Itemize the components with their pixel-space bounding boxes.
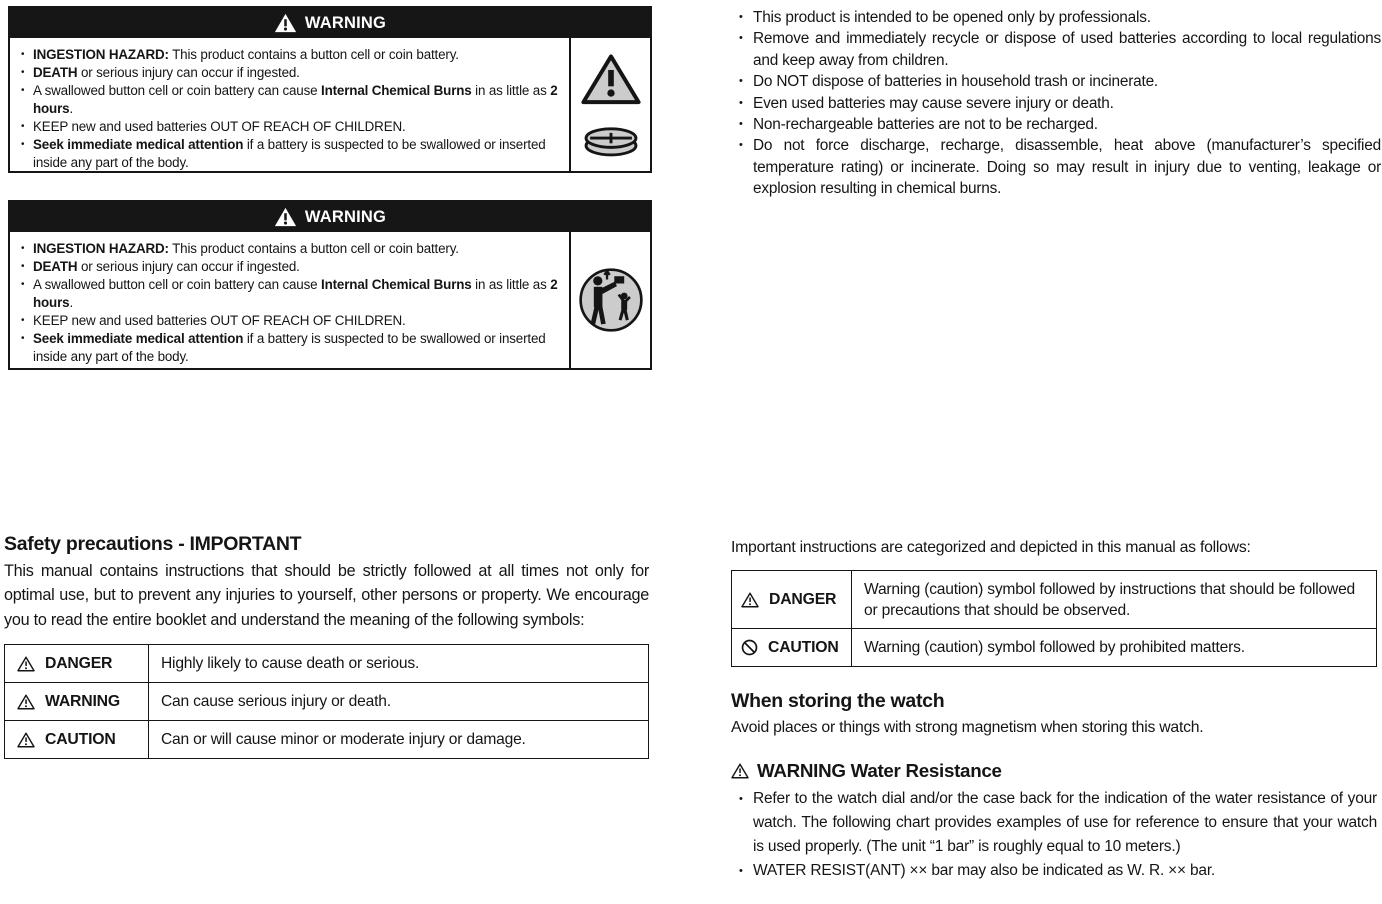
section-body: This manual contains instructions that should be strictly followed at all times not only for optimal use, but to prevent any injuries to yourself, other persons or property. We encourage you to read the entire booklet and understand the meaning of the following symbols: [4, 562, 649, 629]
warning-triangle-icon [17, 656, 35, 672]
keep-away-from-children-icon [578, 267, 644, 333]
water-heading-label: WARNING Water Resistance [757, 760, 1002, 781]
severity-label: CAUTION [45, 730, 116, 748]
hazard-triangle-icon [580, 51, 642, 107]
bullet-text: if a battery is suspected to be swallowed or inserted inside any part of the body. [33, 331, 546, 364]
table-row [732, 629, 1377, 667]
bullet-bold-text: INGESTION HAZARD: [33, 241, 169, 256]
storing-body: Avoid places or things with strong magnetism when storing this watch. [731, 719, 1204, 736]
instruction-bullet: • Non-rechargeable batteries are not to be recharged. [731, 114, 1381, 135]
battery-instructions-list [731, 7, 1381, 200]
warning-box-battery [8, 6, 652, 173]
bullet-bold-text: 2 hours [33, 83, 558, 116]
instruction-bullet: • This product is intended to be opened only by professionals. [731, 7, 1381, 28]
warning-box-header [10, 202, 650, 232]
warning-bullet-list [10, 232, 569, 368]
warning-bullet [20, 276, 561, 312]
bullet-text: or serious injury can occur if ingested. [77, 259, 300, 274]
table-row [732, 571, 1377, 629]
severity-label: CAUTION [768, 638, 839, 656]
warning-bullet [20, 240, 561, 258]
bullet-bold-text: DEATH [33, 65, 78, 80]
severity-label: DANGER [45, 654, 113, 672]
bullet-bold-text: Seek immediate medical attention [33, 331, 244, 346]
warning-triangle-icon [274, 13, 297, 33]
instruction-bullet: • Do not force discharge, recharge, disassemble, heat above (manufacturer’s specified temperature rating) or incinerate. Doing so may result in injury due to venting, leakage or explosion resulting in chemical burns. [731, 135, 1381, 199]
severity-description: Can cause serious injury or death. [149, 683, 649, 721]
warning-box-body [10, 232, 650, 368]
warning-triangle-icon [731, 763, 749, 779]
coin-battery-icon [582, 123, 640, 159]
storing-heading: When storing the watch [731, 690, 945, 712]
severity-description: Can or will cause minor or moderate injury or damage. [149, 721, 649, 759]
bullet-bold-text: Seek immediate medical attention [33, 137, 244, 152]
bullet-bold-text: 2 hours [33, 277, 558, 310]
bullet-text: This product contains a button cell or coin battery. [168, 241, 459, 256]
safety-precautions-section [4, 533, 649, 759]
warning-box-children [8, 200, 652, 370]
warning-bullet [20, 46, 561, 64]
storing-section [731, 690, 1377, 739]
bullet-text: in as little as [471, 83, 551, 98]
warning-box-body [10, 38, 650, 171]
warning-box-header [10, 8, 650, 38]
bullet-text: in as little as [471, 277, 551, 292]
bullet-text: A swallowed button cell or coin battery can cause [33, 83, 322, 98]
warning-bullet [20, 330, 561, 366]
category-description: Warning (caution) symbol followed by instructions that should be followed or precautions that should be observed. [852, 571, 1377, 629]
water-bullet: • WATER RESIST(ANT) ×× bar may also be indicated as W. R. ×× bar. [731, 859, 1377, 883]
warning-bullet [20, 118, 561, 136]
bullet-text: KEEP new and used batteries OUT OF REACH OF CHILDREN. [33, 119, 406, 134]
table-row [5, 721, 649, 759]
categories-intro: Important instructions are categorized and depicted in this manual as follows: [731, 539, 1251, 556]
instruction-bullet: • Do NOT dispose of batteries in household trash or incinerate. [731, 71, 1381, 92]
bullet-text: A swallowed button cell or coin battery can cause [33, 277, 322, 292]
bullet-text: if a battery is suspected to be swallowed or inserted inside any part of the body. [33, 137, 546, 170]
bullet-bold-text: DEATH [33, 259, 78, 274]
table-row [5, 645, 649, 683]
severity-label: WARNING [45, 692, 120, 710]
bullet-text: KEEP new and used batteries OUT OF REACH OF CHILDREN. [33, 313, 406, 328]
bullet-text: This product contains a button cell or coin battery. [168, 47, 459, 62]
prohibition-icon [741, 639, 758, 656]
water-resistance-heading [731, 760, 1377, 782]
bullet-bold-text: INGESTION HAZARD: [33, 47, 169, 62]
instruction-bullet: • Remove and immediately recycle or dispose of used batteries according to local regulations and keep away from children. [731, 28, 1381, 71]
bullet-bold-text: Internal Chemical Burns [321, 277, 472, 292]
severity-label: DANGER [769, 590, 837, 608]
warning-header-label: WARNING [304, 13, 387, 32]
instruction-bullet: • Even used batteries may cause severe injury or death. [731, 93, 1381, 114]
warning-bullet-list [10, 38, 569, 171]
bullet-text: . [69, 295, 74, 310]
table-row [5, 683, 649, 721]
warning-bullet [20, 136, 561, 172]
warning-triangle-icon [17, 694, 35, 710]
warning-triangle-icon [741, 592, 759, 608]
category-description: Warning (caution) symbol followed by prohibited matters. [852, 629, 1377, 667]
warning-triangle-icon [274, 207, 297, 227]
bullet-bold-text: Internal Chemical Burns [321, 83, 472, 98]
warning-bullet [20, 312, 561, 330]
symbol-meaning-table [4, 644, 649, 759]
section-heading: Safety precautions - IMPORTANT [4, 533, 302, 555]
warning-bullet [20, 82, 561, 118]
warning-icon-column [569, 232, 650, 368]
instruction-categories-section [731, 539, 1377, 883]
warning-bullet [20, 64, 561, 82]
warning-bullet [20, 258, 561, 276]
severity-description: Highly likely to cause death or serious. [149, 645, 649, 683]
warning-header-label: WARNING [304, 207, 387, 226]
bullet-text: or serious injury can occur if ingested. [77, 65, 300, 80]
warning-icon-column [569, 38, 650, 171]
water-resistance-section [731, 760, 1377, 883]
bullet-text: . [69, 101, 74, 116]
water-bullet: • Refer to the watch dial and/or the case back for the indication of the water resistance of your watch. The following chart provides examples of use for reference to ensure that your watch is used properly. (The unit “1 bar” is roughly equal to 10 meters.) [731, 787, 1377, 859]
category-table [731, 570, 1377, 667]
warning-triangle-icon [17, 732, 35, 748]
